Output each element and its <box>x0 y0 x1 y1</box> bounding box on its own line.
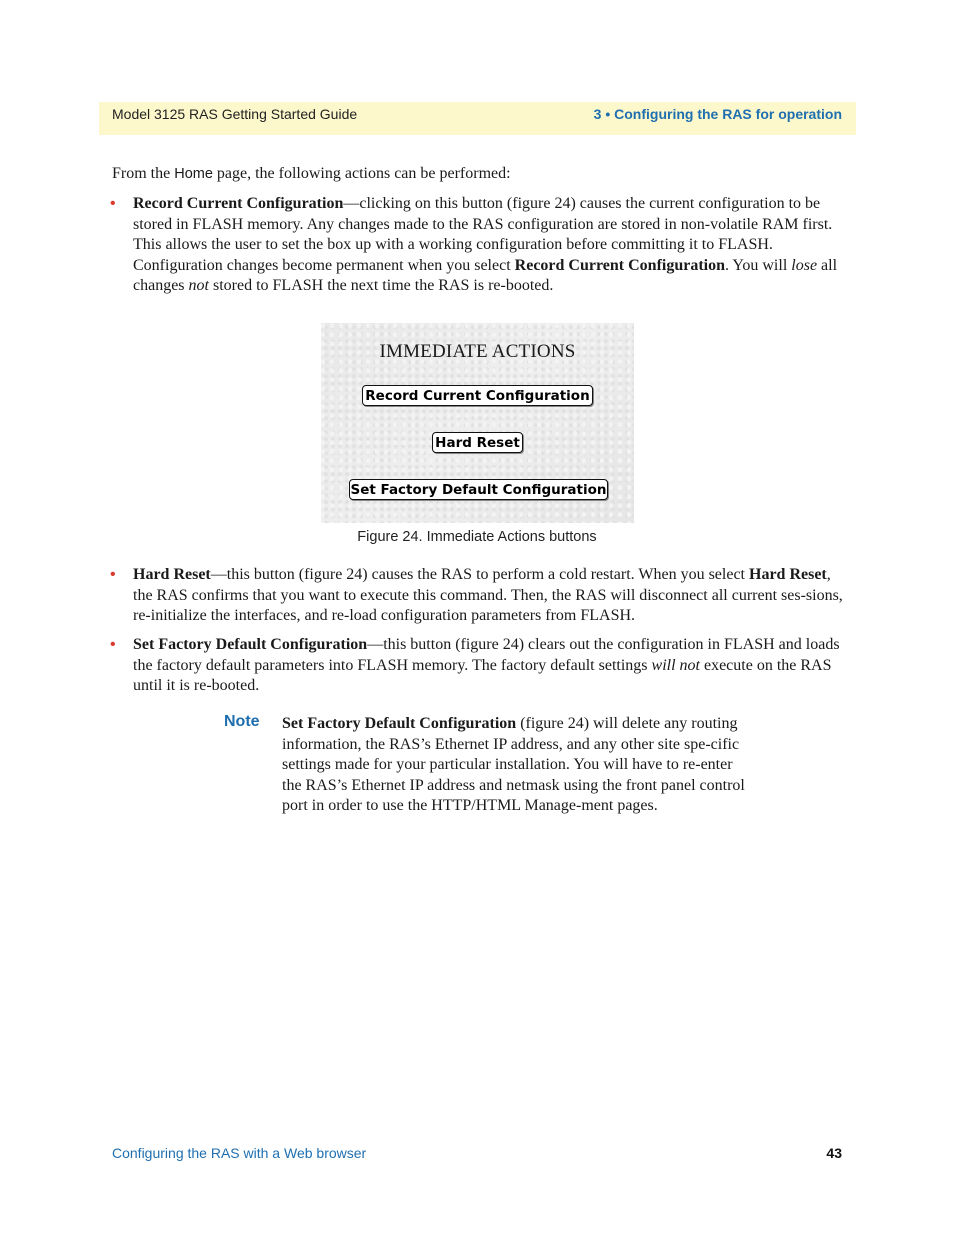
page-number: 43 <box>826 1145 842 1161</box>
record-current-configuration-button[interactable]: Record Current Configuration <box>362 385 593 406</box>
note-bold-term: Set Factory Default Configuration <box>282 715 517 732</box>
bullet-set-factory-default-configuration <box>110 635 843 697</box>
bullet-bold-term: Hard Reset <box>749 566 827 583</box>
intro-text-end: page, the following actions can be performed: <box>212 165 511 182</box>
note-label: Note <box>224 713 260 730</box>
intro-text-start: From the <box>112 165 175 182</box>
running-header-chapter: 3 • Configuring the RAS for operation <box>593 106 842 122</box>
bullet-title: Hard Reset <box>133 566 211 583</box>
figure-panel-title: IMMEDIATE ACTIONS <box>379 341 576 362</box>
bullet-text: , the RAS confirms that you want to execute this command. Then, the RAS will disconnect all current ses-sions, re-initialize the interfaces, and re-load configuration parameters from FLASH. <box>133 566 843 624</box>
bullet-icon: • <box>110 566 116 583</box>
bullet-title: Set Factory Default Configuration <box>133 636 368 653</box>
bullet-emphasis: not <box>188 277 209 294</box>
bullet-emphasis: will not <box>651 656 700 674</box>
bullet-emphasis: lose <box>791 256 818 274</box>
bullet-text: . You will <box>725 256 792 274</box>
bullet-text: —this button (figure 24) clears out the configuration in FLASH and loads the factory default parameters into FLASH memory. The factory default settings <box>133 636 840 674</box>
bullet-hard-reset <box>110 565 843 627</box>
note-text <box>282 714 752 817</box>
bullet-text: —this button (figure 24) causes the RAS to perform a cold restart. When you select <box>210 566 749 583</box>
note-body: (figure 24) will delete any routing information, the RAS’s Ethernet IP address, and any other site spe-cific settings made for your particular installation. You will have to re-enter the RAS’s Ethernet IP address and netmask using the front panel control port in order to use the HTTP/HTML Manage-ment pages. <box>282 715 745 814</box>
immediate-actions-figure <box>321 323 634 523</box>
bullet-icon: • <box>110 636 116 653</box>
bullet-record-current-configuration <box>110 194 843 297</box>
bullet-text: execute on the RAS until it is re-booted. <box>133 656 832 694</box>
set-factory-default-configuration-button[interactable]: Set Factory Default Configuration <box>349 479 608 500</box>
bullet-text: stored to FLASH the next time the RAS is re-booted. <box>208 277 554 294</box>
bullet-bold-term: Record Current Configuration <box>514 256 726 274</box>
bullet-icon: • <box>110 195 116 212</box>
bullet-text: all changes <box>133 256 838 294</box>
footer-section-title: Configuring the RAS with a Web browser <box>112 1145 367 1161</box>
hard-reset-button[interactable]: Hard Reset <box>432 432 523 453</box>
home-page-term: Home <box>174 166 213 182</box>
intro-paragraph <box>112 164 842 185</box>
running-header-title: Model 3125 RAS Getting Started Guide <box>112 106 358 122</box>
figure-caption: Figure 24. Immediate Actions buttons <box>357 529 597 545</box>
bullet-title: Record Current Configuration <box>133 195 344 212</box>
bullet-text: —clicking on this button (figure 24) causes the current configuration to be stored in FLASH memory. Any changes made to the RAS configuration are stored in non-volatile RAM first. This allows the user to set the box up with a working configuration before committing it to FLASH. Configuration changes become permanent when you select <box>133 195 833 274</box>
